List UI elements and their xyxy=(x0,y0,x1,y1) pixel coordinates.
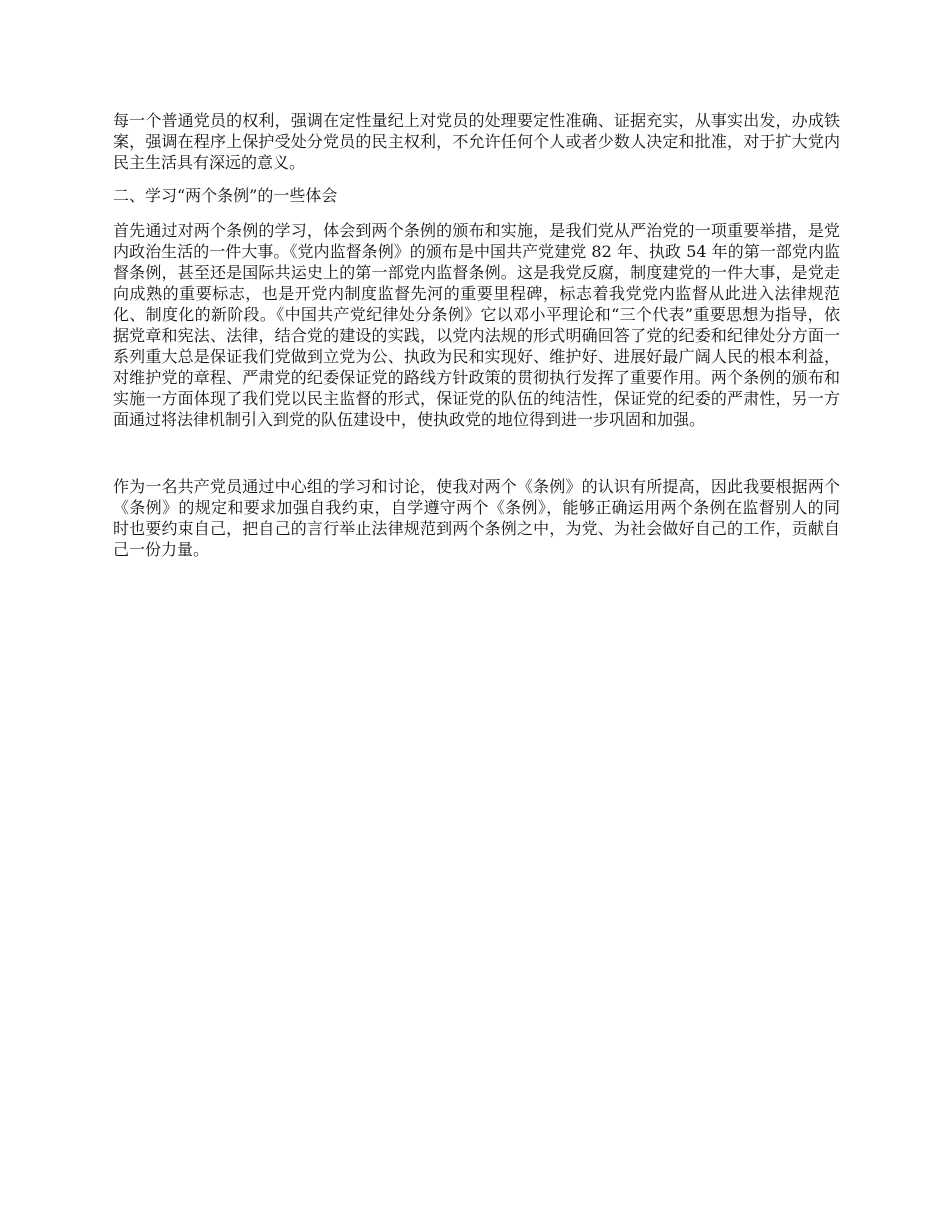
section-heading: 二、学习“两个条例”的一些体会 xyxy=(113,186,338,205)
paragraph-personal-commitment: 作为一名共产党员通过中心组的学习和讨论，使我对两个《条例》的认识有所提高，因此我要根据两个《条例》的规定和要求加强自我约束，自学遵守两个《条例》，能够正确运用两个条例在监督别人的同时也要约束自己，把自己的言行举止法律规范到两个条例之中，为党、为社会做好自己的工作，贡献自己一份力量。 xyxy=(113,477,840,559)
paragraph-learning-insights: 首先通过对两个条例的学习，体会到两个条例的颁布和实施，是我们党从严治党的一项重要举措，是党内政治生活的一件大事。《党内监督条例》的颁布是中国共产党建党 82 年、执政 54 年的第一部党内监督条例，甚至还是国际共运史上的第一部党内监督条例。这是我党反腐，制度建党的一件大事，是党走向成熟的重要标志，也是开党内制度监督先河的重要里程碑，标志着我党党内监督从此进入法律规范化、制度化的新阶段。《中国共产党纪律处分条例》它以邓小平理论和“三个代表”重要思想为指导，依据党章和宪法、法律，结合党的建设的实践，以党内法规的形式明确回答了党的纪委和纪律处分方面一系列重大总是保证我们党做到立党为公、执政为民和实现好、维护好、进展好最广阔人民的根本利益，对维护党的章程、严肃党的纪委保证党的路线方针政策的贯彻执行发挥了重要作用。两个条例的颁布和实施一方面体现了我们党以民主监督的形式，保证党的队伍的纯洁性，保证党的纪委的严肃性，另一方面通过将法律机制引入到党的队伍建设中，使执政党的地位得到进一步巩固和加强。 xyxy=(113,221,840,429)
paragraph-spacer xyxy=(113,442,840,476)
paragraph-party-member-rights: 每一个普通党员的权利，强调在定性量纪上对党员的处理要定性准确、证据充实，从事实出发，办成铁案，强调在程序上保护受处分党员的民主权利，不允许任何个人或者少数人决定和批准，对于扩大党内民主生活具有深远的意义。 xyxy=(113,111,840,172)
document-page xyxy=(113,110,840,572)
